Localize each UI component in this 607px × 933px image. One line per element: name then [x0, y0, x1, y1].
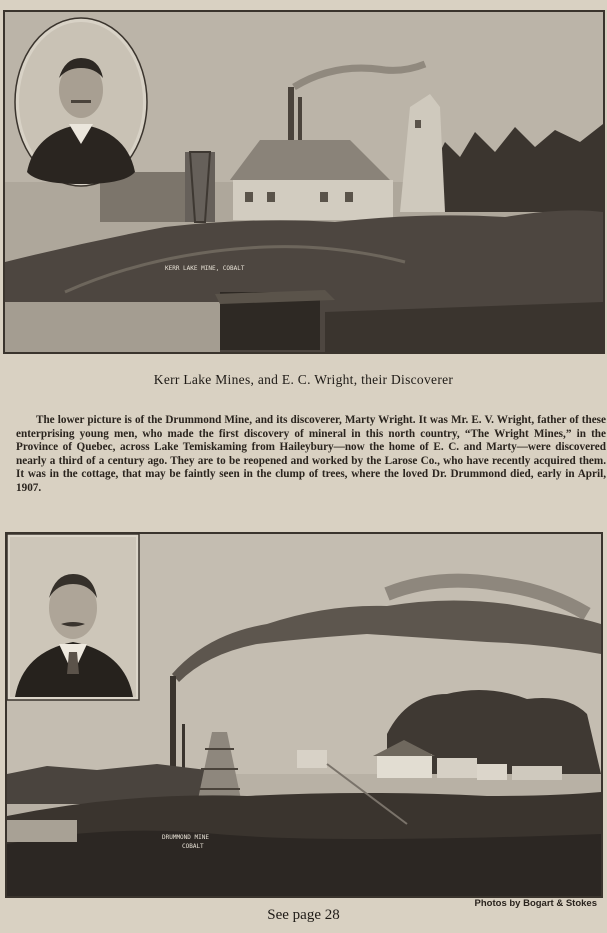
bottom-photo-label-1: DRUMMOND MINE — [162, 834, 209, 841]
bottom-photo-label-2: COBALT — [182, 843, 204, 850]
kerr-lake-mines-photo — [3, 10, 605, 354]
see-page-reference: See page 28 — [267, 907, 340, 923]
body-paragraph: The lower picture is of the Drummond Mine, and its discoverer, Marty Wright. It was Mr. E. V. Wright, father of these enterprising young men, who made the first discovery of mineral in this north country, “The Wright Mines,” in the Province of Quebec, across Lake Temiskaming from Haileybury—now the home of E. C. and Marty—were discovered nearly a third of a century ago. They are to be reopened and worked by the Larose Co., who have recently acquired them. It was in the cottage, that may be faintly seen in the clump of trees, where the loved Dr. Drummond died, early in April, 1907. — [16, 414, 606, 494]
photo-credit: Photos by Bogart & Stokes — [474, 898, 597, 909]
top-photo-label: KERR LAKE MINE, COBALT — [165, 265, 245, 272]
drummond-mine-photo — [5, 532, 603, 898]
photo-caption: Kerr Lake Mines, and E. C. Wright, their Discoverer — [153, 372, 454, 387]
